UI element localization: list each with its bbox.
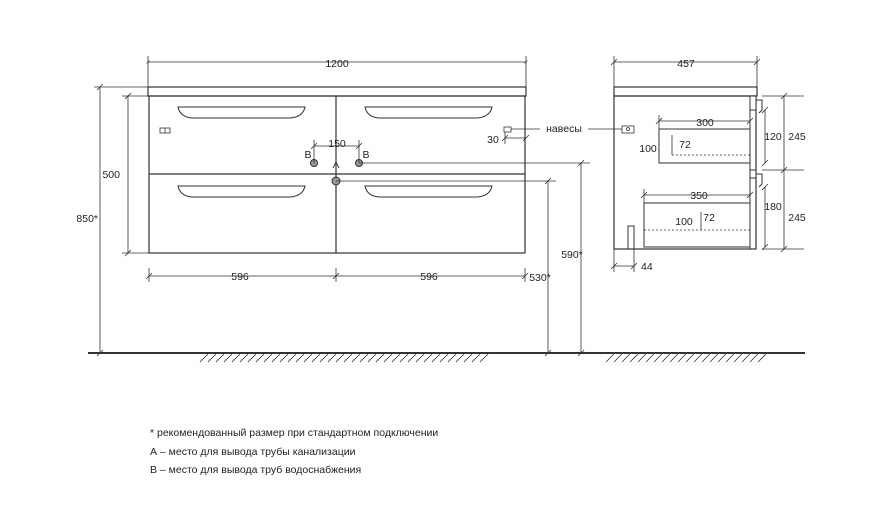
dim-drawer-bottom-inner: 72 [703,212,715,224]
hinge-right-icon [504,127,511,132]
dim-drawer-top-inner: 72 [679,139,691,151]
note-water: В – место для вывода труб водоснабжения [150,464,362,476]
note-drain: А – место для вывода трубы канализации [150,446,356,458]
dim-drawer-top-total: 245 [788,131,806,143]
floor-hatch-right [606,354,766,362]
dim-depth-457: 457 [677,58,695,70]
front-view [148,87,526,253]
side-countertop [614,87,757,96]
dim-module-right: 596 [420,271,438,283]
front-dimensions [94,56,622,356]
side-back-panel [628,226,634,249]
floor [88,353,805,362]
dim-hinge-offset: 30 [487,134,499,146]
handle-bottom-right [365,186,492,197]
dim-width-1200: 1200 [325,58,349,70]
side-handle-bottom-icon [756,174,762,187]
front-countertop [148,87,526,96]
dim-body-height: 500 [102,169,120,181]
hinge-label: навесы [546,123,582,135]
label-water-left: B [304,149,312,161]
label-water-right: B [362,149,370,161]
note-recommended: * рекомендованный размер при стандартном подключении [150,427,439,439]
side-handle-top-icon [756,100,762,113]
dim-drawer-bottom-front: 180 [764,201,782,213]
handle-top-right [365,107,492,118]
side-drawer-top [659,129,750,163]
dim-drawer-top-depth: 300 [696,117,714,129]
side-dimensions [611,56,804,272]
handle-bottom-left [178,186,305,197]
dim-drawer-bottom-side: 100 [675,216,693,228]
floor-hatch-left [200,354,488,362]
dim-drawer-top-front: 120 [764,131,782,143]
dim-drawer-bottom-depth: 350 [690,190,708,202]
dim-drawer-bottom-total: 245 [788,212,806,224]
side-hinge-icon [622,126,634,133]
dim-drawer-top-side: 100 [639,143,657,155]
dim-back-offset: 44 [641,261,653,273]
dim-total-height: 850* [76,213,98,225]
dim-module-left: 596 [231,271,249,283]
side-drawer-bottom [644,203,750,247]
handle-top-left [178,107,305,118]
hinge-left-icon [160,128,170,133]
dim-pipe-spacing: 150 [328,138,346,150]
dim-water-height: 590* [561,249,583,261]
dim-drain-height: 530* [529,272,551,284]
